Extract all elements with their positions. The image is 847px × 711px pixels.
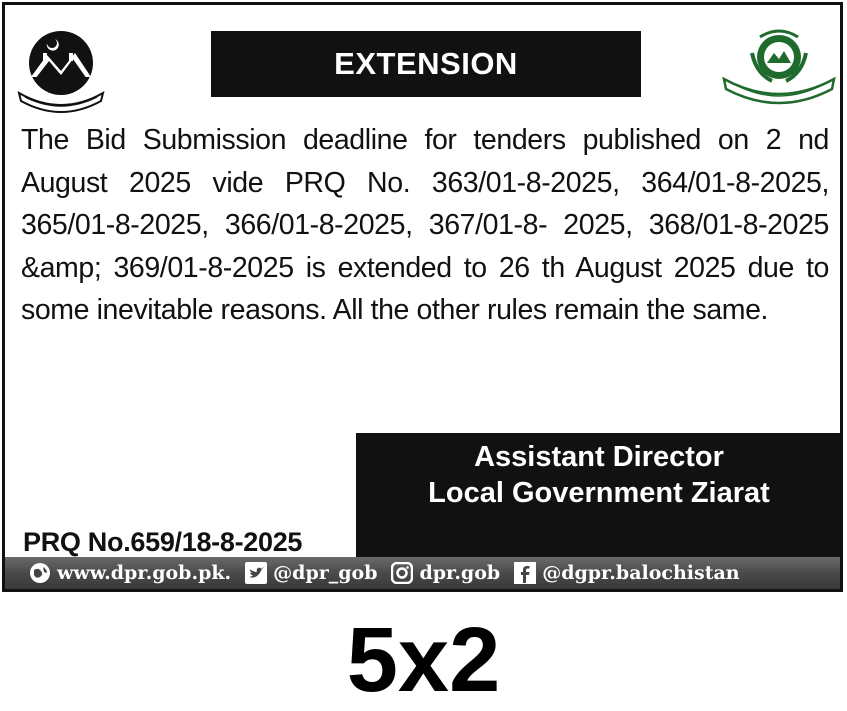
signatory-designation: Assistant Director xyxy=(474,441,724,473)
ad-size-label: 5x2 xyxy=(346,609,501,711)
facebook-handle[interactable]: @dgpr.balochistan xyxy=(542,562,740,584)
twitter-item[interactable] xyxy=(245,562,377,584)
website-item[interactable] xyxy=(29,562,231,584)
advertisement xyxy=(2,2,843,592)
twitter-icon xyxy=(245,562,267,584)
notice-body: The Bid Submission deadline for tenders published on 2 nd August 2025 vide PRQ No. 363/01-8-2025, 364/01-8-2025, 365/01-8-2025, 366/01-8-2025, 367/01-8- 2025, 368/01-8-2025 &amp; 369/01-8-2025 is extended to 26 th August 2025 due to some inevitable reasons. All the other rules remain the same. xyxy=(21,124,829,326)
facebook-icon xyxy=(514,562,536,584)
title-banner xyxy=(211,31,641,97)
website-link[interactable]: www.dpr.gob.pk. xyxy=(57,562,232,584)
globe-icon xyxy=(29,562,51,584)
facebook-item[interactable] xyxy=(514,562,739,584)
balochistan-emblem-icon xyxy=(13,19,109,115)
instagram-item[interactable] xyxy=(391,562,500,584)
prq-reference: PRQ No.659/18-8-2025 xyxy=(23,527,303,557)
twitter-handle[interactable]: @dpr_gob xyxy=(273,562,378,584)
local-government-emblem-icon xyxy=(720,23,838,107)
signatory-block xyxy=(356,433,842,559)
page-title: EXTENSION xyxy=(334,46,518,81)
signatory-office: Local Government Ziarat xyxy=(428,477,770,509)
instagram-handle[interactable]: dpr.gob xyxy=(419,562,501,584)
social-footer xyxy=(5,557,840,589)
instagram-icon xyxy=(391,562,413,584)
